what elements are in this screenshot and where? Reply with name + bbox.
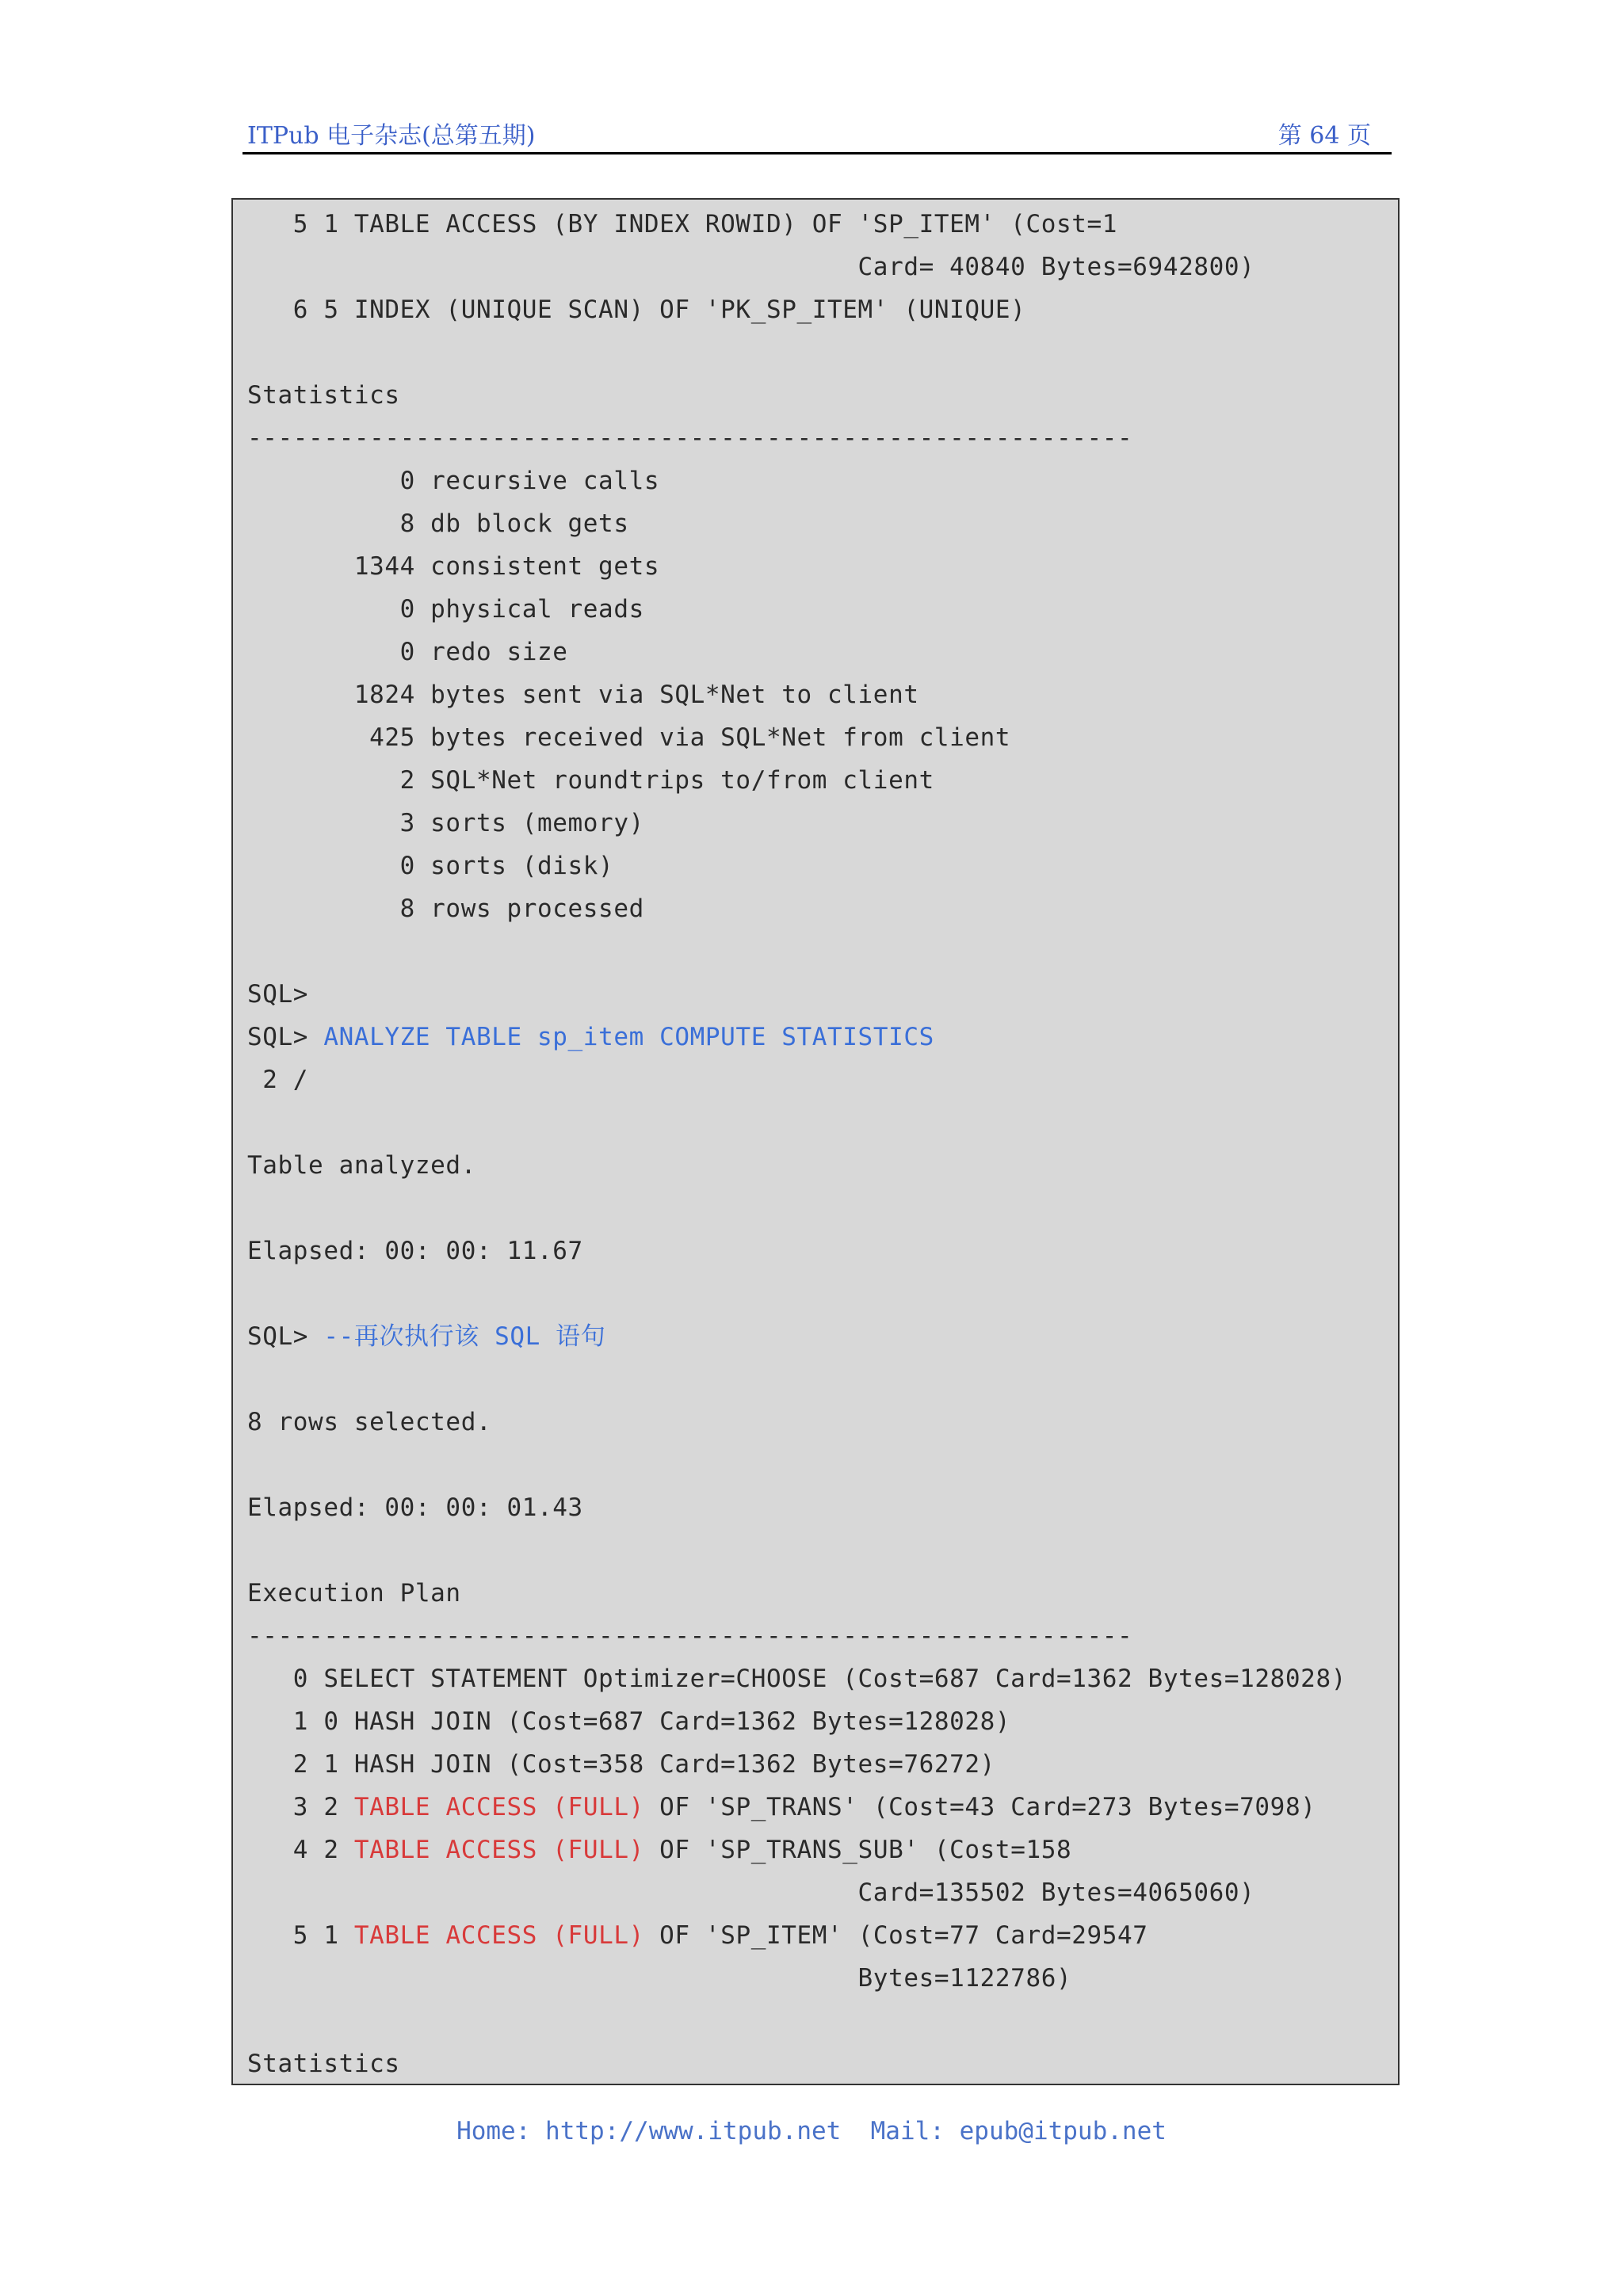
code-text: 0 SELECT STATEMENT Optimizer=CHOOSE (Cost=687 Card=1362 Bytes=128028)	[247, 1665, 1346, 1693]
code-text: SQL>	[247, 1023, 324, 1051]
code-text: 0 physical reads	[247, 595, 644, 624]
code-text: 1824 bytes sent via SQL*Net to client	[247, 681, 919, 709]
code-line	[247, 759, 1390, 802]
code-text: Execution Plan	[247, 1579, 461, 1608]
code-line	[247, 1444, 1390, 1486]
code-text: ----------------------------------------------------------	[247, 1622, 1133, 1650]
code-text: Statistics	[247, 381, 400, 410]
code-line	[247, 1486, 1390, 1529]
code-line	[247, 1829, 1390, 1871]
code-line	[247, 631, 1390, 673]
code-line	[247, 1657, 1390, 1700]
code-text: ----------------------------------------------------------	[247, 424, 1133, 452]
code-line	[247, 887, 1390, 930]
code-text: 3 sorts (memory)	[247, 809, 644, 837]
code-line	[247, 1358, 1390, 1401]
page-header	[242, 111, 1392, 154]
code-line	[247, 1871, 1390, 1914]
code-line	[247, 1700, 1390, 1743]
code-text: 2 SQL*Net roundtrips to/from client	[247, 766, 934, 795]
code-text: 2 /	[247, 1066, 309, 1094]
code-line	[247, 1272, 1390, 1315]
highlighted-operation: TABLE ACCESS (FULL)	[353, 1921, 644, 1950]
code-line	[247, 1058, 1390, 1101]
code-text: OF 'SP_TRANS_SUB' (Cost=158	[643, 1836, 1072, 1864]
code-text: OF 'SP_ITEM' (Cost=77 Card=29547	[643, 1921, 1148, 1950]
code-text: 8 rows processed	[247, 894, 644, 923]
highlighted-operation: TABLE ACCESS (FULL)	[353, 1793, 644, 1821]
code-line	[247, 1101, 1390, 1144]
code-text: 425 bytes received via SQL*Net from client	[247, 723, 1011, 752]
page-footer: Home: http://www.itpub.net Mail: epub@itpub.net	[456, 2117, 1167, 2145]
code-line	[247, 331, 1390, 374]
code-line	[247, 845, 1390, 887]
code-line	[247, 1144, 1390, 1187]
code-text: Elapsed: 00: 00: 11.67	[247, 1237, 583, 1265]
code-line	[247, 288, 1390, 331]
code-text: Statistics	[247, 2050, 400, 2078]
code-text: 2 1 HASH JOIN (Cost=358 Card=1362 Bytes=76272)	[247, 1750, 995, 1779]
code-line	[247, 1529, 1390, 1572]
code-line	[247, 673, 1390, 716]
code-line	[247, 1572, 1390, 1615]
code-line	[247, 2000, 1390, 2042]
code-text: Bytes=1122786)	[247, 1964, 1072, 1993]
code-line	[247, 930, 1390, 973]
code-text: 8 rows selected.	[247, 1408, 492, 1436]
code-text: 1 0 HASH JOIN (Cost=687 Card=1362 Bytes=128028)	[247, 1707, 1011, 1736]
highlighted-command: --再次执行该 SQL 语句	[323, 1322, 606, 1351]
code-text: Table analyzed.	[247, 1151, 476, 1180]
code-line	[247, 502, 1390, 545]
code-line	[247, 1914, 1390, 1957]
code-text: Elapsed: 00: 00: 01.43	[247, 1493, 583, 1522]
code-line	[247, 2042, 1390, 2085]
highlighted-command: ANALYZE TABLE sp_item COMPUTE STATISTICS	[323, 1023, 934, 1051]
code-text: 3 2	[247, 1793, 354, 1821]
code-text: 6 5 INDEX (UNIQUE SCAN) OF 'PK_SP_ITEM' (UNIQUE)	[247, 296, 1026, 324]
magazine-title: ITPub 电子杂志(总第五期)	[247, 122, 536, 150]
code-text: 4 2	[247, 1836, 354, 1864]
highlighted-operation: TABLE ACCESS (FULL)	[353, 1836, 644, 1864]
code-line	[247, 1786, 1390, 1829]
code-lines	[247, 203, 1390, 2085]
code-text: 5 1	[247, 1921, 354, 1950]
code-line	[247, 417, 1390, 460]
code-text: SQL>	[247, 980, 309, 1009]
code-listing	[231, 198, 1400, 2085]
code-text: SQL>	[247, 1322, 324, 1351]
code-text: 1344 consistent gets	[247, 552, 660, 581]
code-text: 0 sorts (disk)	[247, 852, 614, 880]
code-line	[247, 460, 1390, 502]
code-line	[247, 1315, 1390, 1358]
code-text: OF 'SP_TRANS' (Cost=43 Card=273 Bytes=7098)	[643, 1793, 1316, 1821]
code-line	[247, 246, 1390, 288]
code-line	[247, 203, 1390, 246]
code-line	[247, 1230, 1390, 1272]
code-line	[247, 973, 1390, 1016]
code-text: 0 recursive calls	[247, 467, 660, 495]
page-number: 第 64 页	[1277, 122, 1371, 150]
code-text: 8 db block gets	[247, 509, 629, 538]
code-line	[247, 802, 1390, 845]
code-line	[247, 1957, 1390, 2000]
code-line	[247, 1016, 1390, 1058]
code-text: Card= 40840 Bytes=6942800)	[247, 253, 1255, 281]
code-text: Card=135502 Bytes=4065060)	[247, 1878, 1255, 1907]
code-line	[247, 588, 1390, 631]
code-line	[247, 1743, 1390, 1786]
code-line	[247, 1615, 1390, 1657]
code-text: 5 1 TABLE ACCESS (BY INDEX ROWID) OF 'SP_ITEM' (Cost=1	[247, 210, 1118, 238]
code-line	[247, 716, 1390, 759]
code-line	[247, 1401, 1390, 1444]
code-text: 0 redo size	[247, 638, 568, 666]
code-line	[247, 1187, 1390, 1230]
code-line	[247, 545, 1390, 588]
code-line	[247, 374, 1390, 417]
